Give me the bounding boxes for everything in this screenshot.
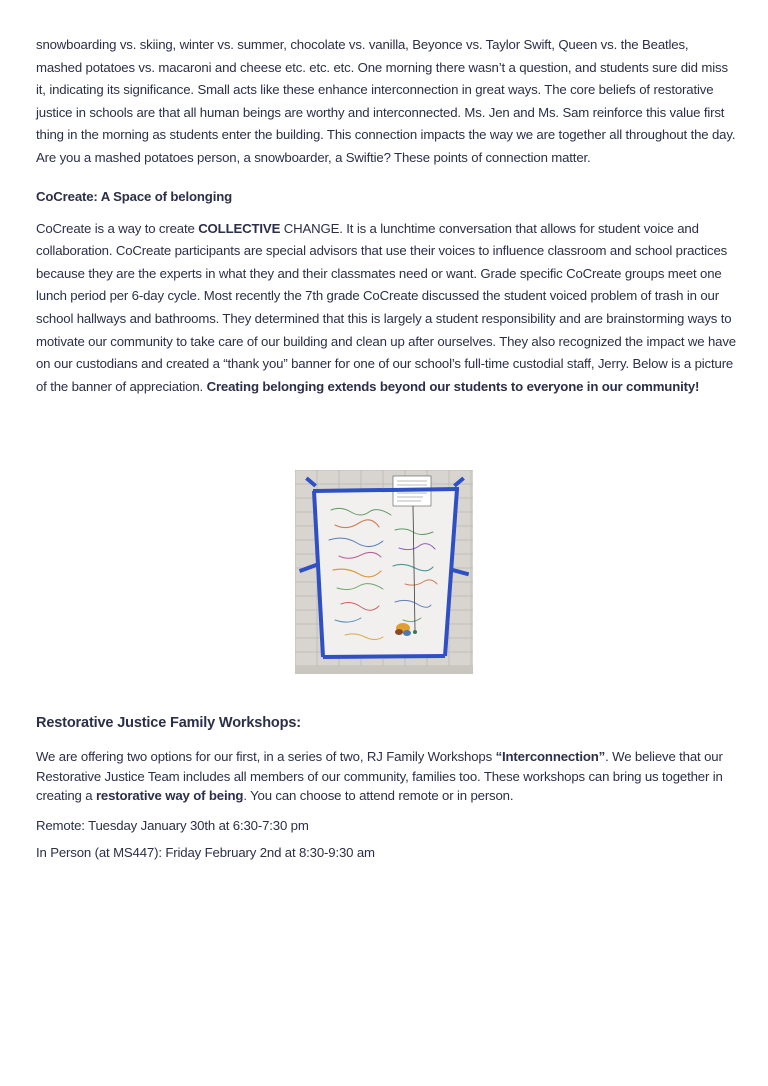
workshops-text-c: . You can choose to attend remote or in person. [243,788,514,803]
cocreate-text-a: CoCreate is a way to create [36,220,199,236]
workshops-bold-interconnection: “Interconnection” [495,749,606,764]
workshops-text-b: . We believe that our Restorative Justice Team includes all members of our community, families too. These workshops can bring us together in creating a [36,749,723,803]
cocreate-text-b: CHANGE. It is a lunchtime conversation that allows for student voice and collaboration. CoCreate participants are special advisors that use their voices to influence classroom and school practices because they are the experts in what they and their classmates need or want. Grade specific CoCreate groups meet one lunch period per 6-day cycle. Most recently the 7th grade CoCreate discussed the student voiced problem of trash in our school hallways and bathrooms. They determined that this is largely a student responsibility and are brainstorming ways to motivate our community to take care of our building and clean up after ourselves. They also recognized the impact we have on our custodians and created a “thank you” banner for one of our school’s full-time custodial staff, Jerry. Below is a picture of the banner of appreciation. [36,220,736,394]
cocreate-paragraph [36,218,736,399]
remote-workshop-line: Remote: Tuesday January 30th at 6:30-7:30 pm [36,817,309,833]
cocreate-bold-belonging: Creating belonging extends beyond our students to everyone in our community! [206,378,700,394]
in-person-workshop-line: In Person (at MS447): Friday February 2nd at 8:30-9:30 am [36,845,375,860]
workshops-bold-restorative: restorative way of being [95,788,244,803]
workshops-section [36,713,736,863]
document-page [36,34,736,398]
workshops-text-a: We are offering two options for our first, in a series of two, RJ Family Workshops [36,749,496,764]
cocreate-bold-collective: COLLECTIVE [198,220,281,236]
banner-photo [295,470,473,674]
workshops-heading: Restorative Justice Family Workshops: [36,715,301,731]
cocreate-heading: CoCreate: A Space of belonging [36,188,233,204]
intro-paragraph: snowboarding vs. skiing, winter vs. summer, chocolate vs. vanilla, Beyonce vs. Taylor Swift, Queen vs. the Beatles, mashed potatoes vs. macaroni and cheese etc. etc. etc. One morning there wasn’t a question, and students sure did miss it, indicating its significance. Small acts like these enhance interconnection in great ways. The core beliefs of restorative justice in schools are that all human beings are worthy and interconnected. Ms. Jen and Ms. Sam reinforce this value first thing in the morning as students enter the building. This connection impacts the way we are together all throughout the day. Are you a mashed potatoes person, a snowboarder, a Swiftie? These points of connection matter. [36,37,736,165]
workshops-paragraph [36,747,736,806]
